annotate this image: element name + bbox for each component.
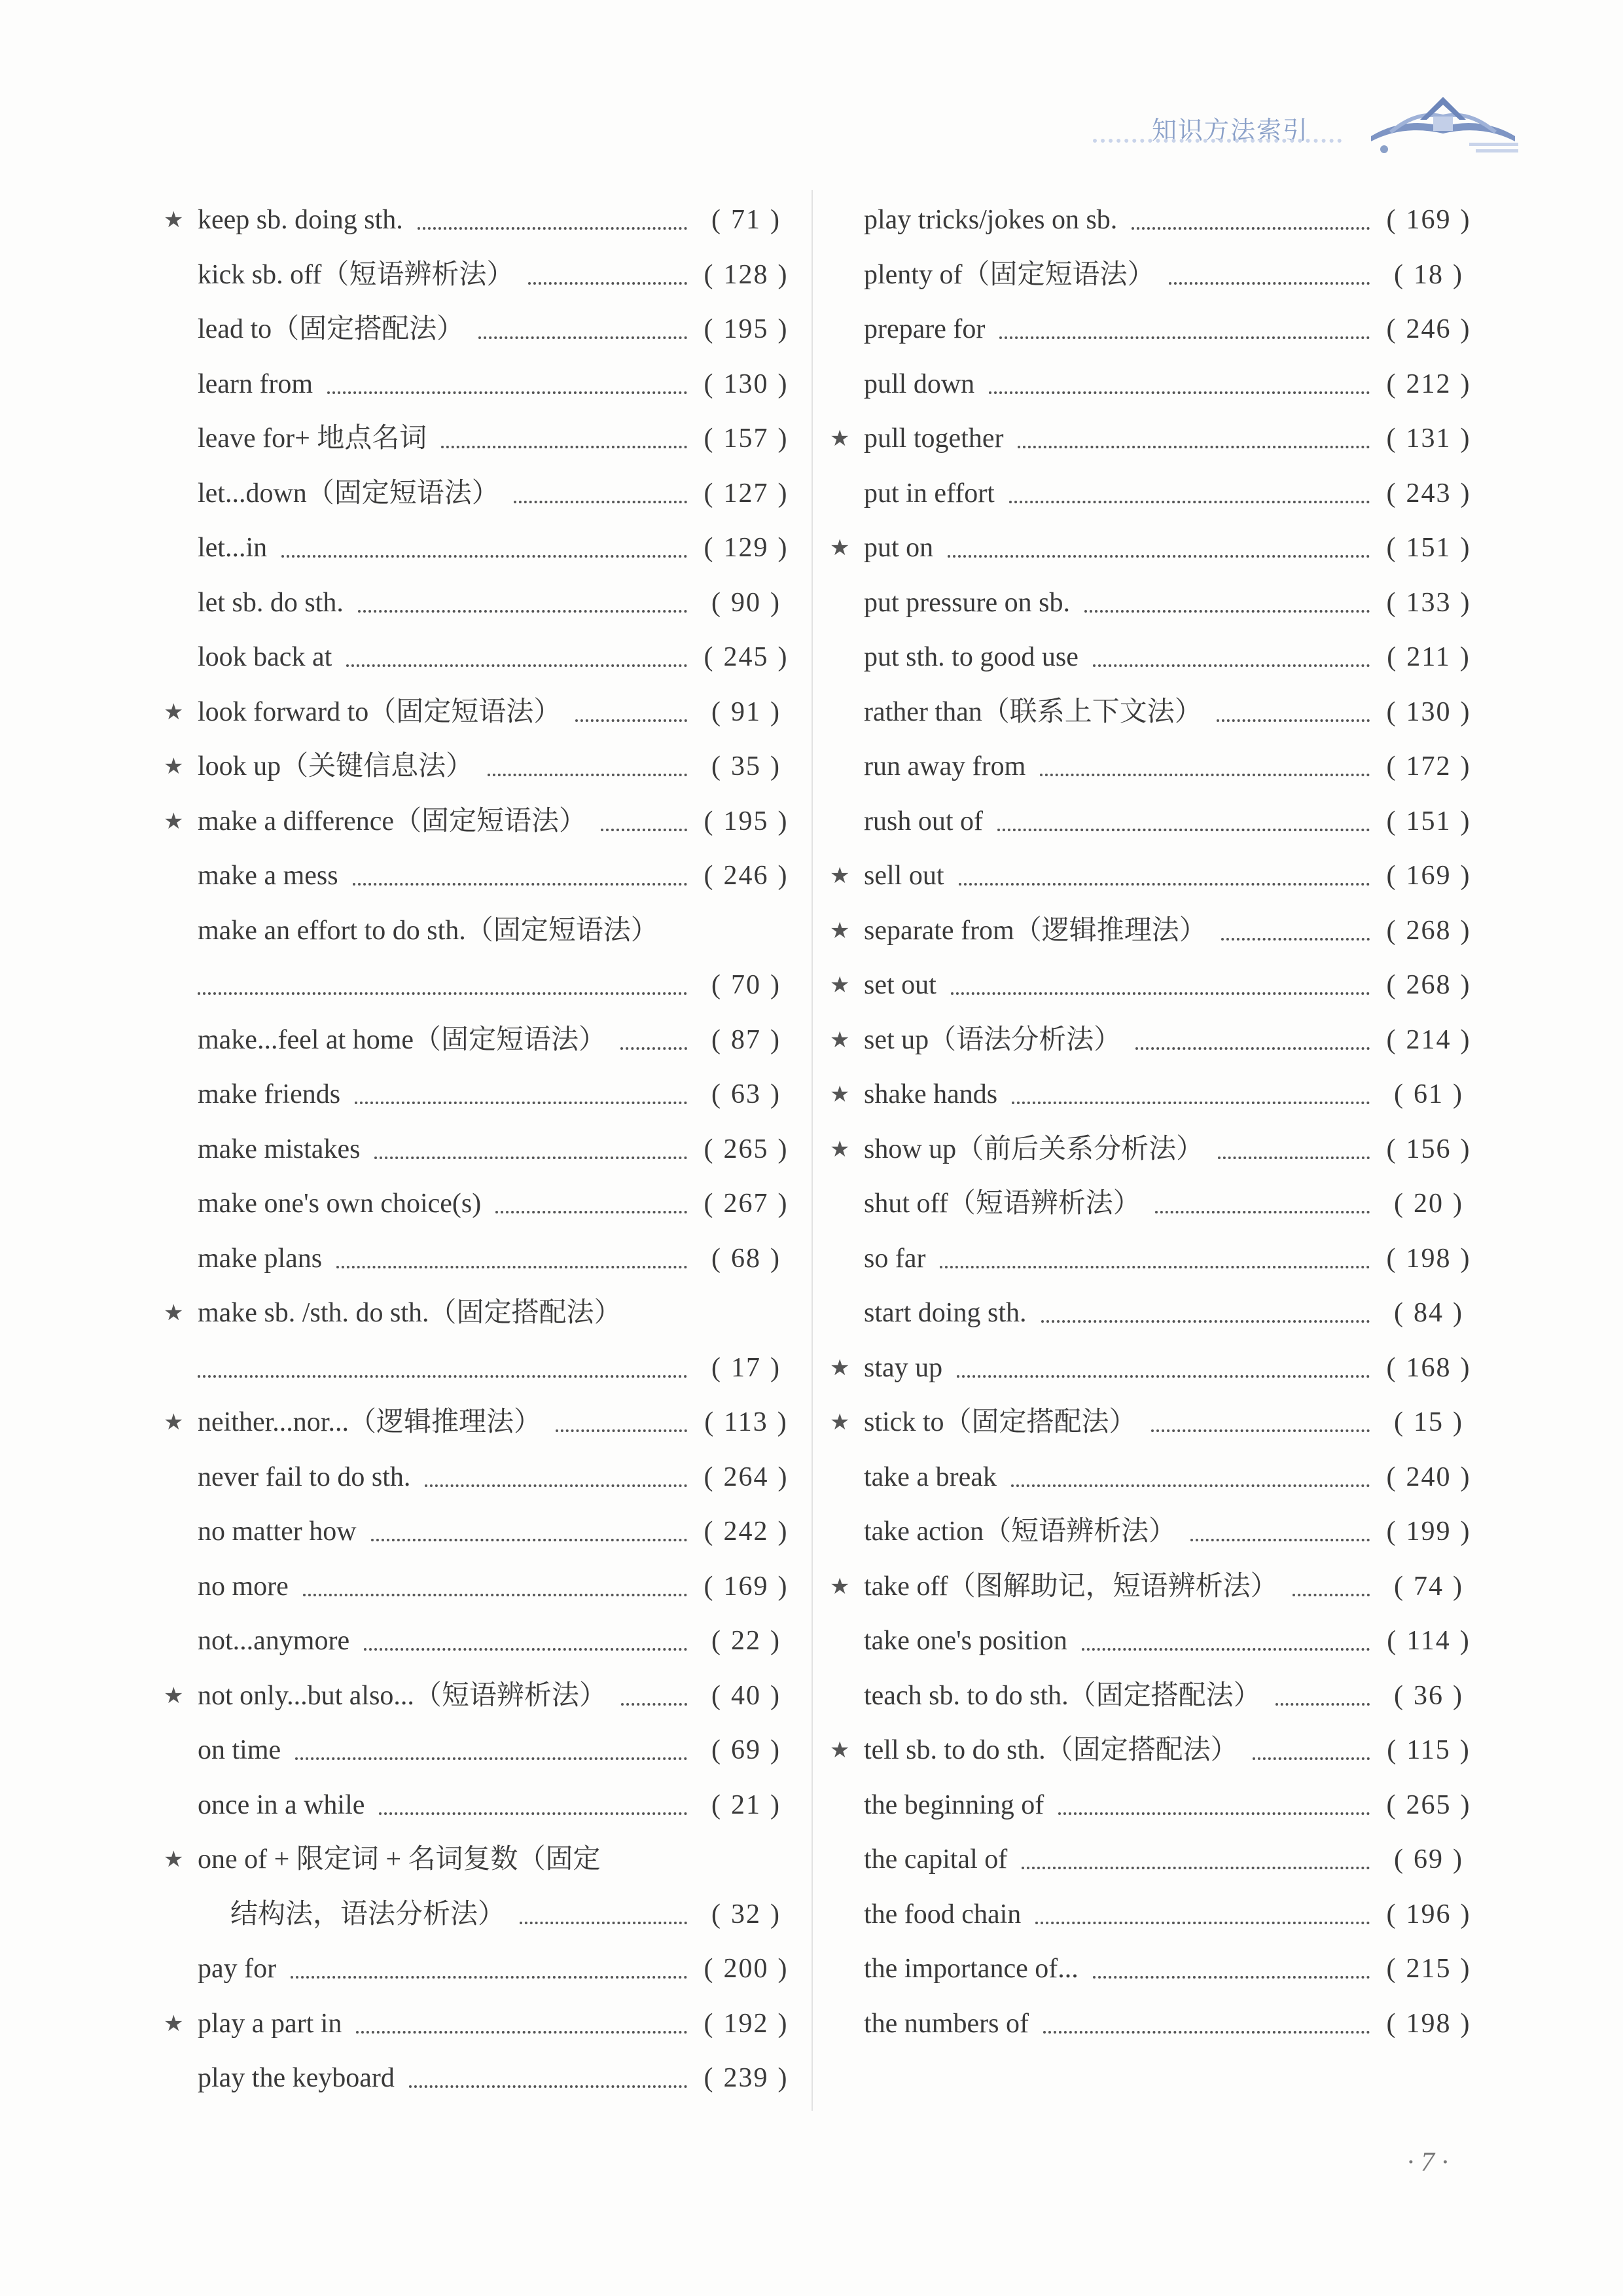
page-reference: ( 151 ) <box>1383 521 1474 576</box>
page-reference: ( 212 ) <box>1383 357 1474 412</box>
dot-leader <box>951 992 1370 995</box>
dot-leader <box>1155 1211 1370 1213</box>
index-entry <box>830 630 1474 685</box>
dot-leader <box>281 555 687 558</box>
dot-leader <box>371 1539 687 1541</box>
dot-leader <box>356 2031 687 2034</box>
page-reference: ( 240 ) <box>1383 1450 1474 1505</box>
dot-leader <box>621 1703 687 1706</box>
index-entry <box>164 193 792 248</box>
page-reference: ( 195 ) <box>700 302 792 357</box>
dot-leader <box>957 1375 1370 1378</box>
page-reference: ( 133 ) <box>1383 576 1474 631</box>
page-reference: ( 211 ) <box>1383 630 1474 685</box>
page-reference: ( 18 ) <box>1383 248 1474 303</box>
index-entry <box>830 1395 1474 1450</box>
dot-leader <box>1082 1648 1370 1651</box>
index-term: look forward to（固定短语法） <box>198 696 562 727</box>
page-reference: ( 169 ) <box>1383 849 1474 904</box>
index-entry <box>830 1778 1474 1833</box>
index-term: make plans <box>198 1243 323 1274</box>
page-reference: ( 196 ) <box>1383 1888 1474 1943</box>
dot-leader <box>1169 282 1370 285</box>
page-reference: ( 15 ) <box>1383 1395 1474 1450</box>
header-title: 知识方法索引 <box>1152 116 1310 145</box>
index-term: let...down（固定短语法） <box>198 478 499 509</box>
index-entry <box>164 1997 792 2052</box>
dot-leader <box>1009 501 1370 503</box>
page-reference: ( 151 ) <box>1383 795 1474 850</box>
index-entry <box>164 1395 792 1450</box>
index-term: let sb. do sth. <box>198 587 344 618</box>
dot-leader <box>355 1102 687 1104</box>
page-reference: ( 195 ) <box>700 795 792 850</box>
dot-leader <box>353 883 687 886</box>
page-reference: ( 169 ) <box>700 1560 792 1615</box>
dot-leader <box>1253 1757 1370 1760</box>
index-entry <box>164 1232 792 1287</box>
index-term: separate from（逻辑推理法） <box>864 915 1207 946</box>
page-reference: ( 20 ) <box>1383 1177 1474 1232</box>
index-term: shut off（短语辨析法） <box>864 1189 1141 1219</box>
index-term: make a mess <box>198 861 338 891</box>
dot-leader <box>418 227 687 230</box>
page-reference: ( 36 ) <box>1383 1669 1474 1724</box>
page-reference: ( 172 ) <box>1383 740 1474 795</box>
star-icon: ★ <box>830 1573 850 1600</box>
page-reference: ( 69 ) <box>1383 1833 1474 1888</box>
dot-leader <box>374 1157 687 1159</box>
page-reference: ( 192 ) <box>700 1997 792 2052</box>
index-term: plenty of（固定短语法） <box>864 259 1155 290</box>
index-entry <box>164 630 792 685</box>
index-entry <box>164 685 792 740</box>
page-reference: ( 115 ) <box>1383 1723 1474 1778</box>
dot-leader <box>1093 1976 1370 1979</box>
page-reference: ( 199 ) <box>1383 1505 1474 1560</box>
index-term: put sth. to good use <box>864 642 1079 672</box>
page-reference: ( 91 ) <box>700 685 792 740</box>
page-reference: ( 90 ) <box>700 576 792 631</box>
index-entry <box>830 1341 1474 1396</box>
index-term: once in a while <box>198 1789 365 1820</box>
index-term: start doing sth. <box>864 1298 1027 1328</box>
header-dotted-line <box>1093 139 1342 143</box>
index-term: play the keyboard <box>198 2063 395 2093</box>
index-entry <box>830 1013 1474 1068</box>
index-entry <box>164 1013 792 1068</box>
index-entry <box>164 357 792 412</box>
index-term: put in effort <box>864 478 995 509</box>
index-term: sell out <box>864 861 944 891</box>
index-term: learn from <box>198 368 313 399</box>
index-entry <box>830 467 1474 522</box>
index-entry <box>830 1942 1474 1997</box>
dot-leader <box>303 1594 687 1596</box>
index-entry <box>164 248 792 303</box>
page-reference: ( 68 ) <box>700 1232 792 1287</box>
index-entry <box>830 302 1474 357</box>
index-entry <box>164 958 792 1013</box>
dot-leader <box>1132 227 1370 230</box>
index-term: take action（短语辨析法） <box>864 1516 1177 1547</box>
index-entry <box>164 1341 792 1396</box>
index-entry <box>164 1833 792 1888</box>
dot-leader <box>959 883 1370 886</box>
index-term: make...feel at home（固定短语法） <box>198 1024 607 1055</box>
dot-leader <box>1218 1157 1370 1159</box>
dot-leader <box>601 829 687 831</box>
index-entry <box>830 1232 1474 1287</box>
dot-leader <box>198 992 687 995</box>
index-term: the numbers of <box>864 2008 1029 2039</box>
dot-leader <box>488 774 687 776</box>
dot-leader <box>1293 1594 1370 1596</box>
index-term: show up（前后关系分析法） <box>864 1134 1204 1164</box>
page-reference: ( 127 ) <box>700 467 792 522</box>
dot-leader <box>520 1922 687 1924</box>
index-term: pull down <box>864 368 975 399</box>
page-reference: ( 245 ) <box>700 630 792 685</box>
index-entry <box>830 1888 1474 1943</box>
page-reference: ( 156 ) <box>1383 1122 1474 1177</box>
index-entry <box>830 849 1474 904</box>
page-reference: ( 243 ) <box>1383 467 1474 522</box>
index-entry <box>164 302 792 357</box>
dot-leader <box>495 1211 687 1213</box>
page-reference: ( 265 ) <box>700 1122 792 1177</box>
star-icon: ★ <box>164 753 184 780</box>
index-term: on time <box>198 1735 281 1765</box>
page-reference: ( 246 ) <box>700 849 792 904</box>
page-reference: ( 130 ) <box>700 357 792 412</box>
page-reference: ( 71 ) <box>700 193 792 248</box>
page-reference: ( 63 ) <box>700 1067 792 1122</box>
index-term: rush out of <box>864 806 983 836</box>
page-reference: ( 22 ) <box>700 1614 792 1669</box>
page-reference: ( 198 ) <box>1383 1997 1474 2052</box>
index-term: neither...nor...（逻辑推理法） <box>198 1407 541 1437</box>
index-entry <box>164 849 792 904</box>
page-reference: ( 114 ) <box>1383 1614 1474 1669</box>
star-icon: ★ <box>830 1354 850 1381</box>
dot-leader <box>336 1266 687 1268</box>
index-term: make sb. /sth. do sth.（固定搭配法） <box>198 1298 622 1328</box>
page-reference: ( 69 ) <box>700 1723 792 1778</box>
index-term: the importance of... <box>864 1954 1079 1984</box>
index-term: put pressure on sb. <box>864 587 1070 618</box>
dot-leader <box>1018 446 1370 448</box>
dot-leader <box>1190 1539 1370 1541</box>
star-icon: ★ <box>830 1026 850 1053</box>
page-reference: ( 242 ) <box>700 1505 792 1560</box>
index-entry <box>164 1450 792 1505</box>
index-entry <box>830 740 1474 795</box>
index-term: take off（图解助记，短语辨析法） <box>864 1571 1278 1602</box>
index-entry <box>164 521 792 576</box>
dot-leader <box>1040 774 1370 776</box>
index-term: stay up <box>864 1352 943 1383</box>
star-icon: ★ <box>164 1846 184 1873</box>
index-term: set up（语法分析法） <box>864 1024 1122 1055</box>
dot-leader <box>295 1757 687 1760</box>
page-reference: ( 264 ) <box>700 1450 792 1505</box>
index-entry <box>830 1286 1474 1341</box>
page-reference: ( 214 ) <box>1383 1013 1474 1068</box>
index-entry <box>830 795 1474 850</box>
dot-leader <box>528 282 687 285</box>
page-reference: ( 198 ) <box>1383 1232 1474 1287</box>
page-reference: ( 200 ) <box>700 1942 792 1997</box>
index-entry <box>164 1177 792 1232</box>
index-term: take a break <box>864 1462 997 1492</box>
index-entry <box>164 1614 792 1669</box>
index-term: leave for+ 地点名词 <box>198 423 427 454</box>
index-entry <box>164 904 792 959</box>
page-reference: ( 74 ) <box>1383 1560 1474 1615</box>
dot-leader <box>1151 1429 1370 1432</box>
star-icon: ★ <box>164 207 184 233</box>
star-icon: ★ <box>164 698 184 725</box>
index-entry <box>830 521 1474 576</box>
index-entry <box>164 1888 792 1943</box>
star-icon: ★ <box>830 917 850 944</box>
index-term: no matter how <box>198 1516 357 1547</box>
page-reference: ( 265 ) <box>1383 1778 1474 1833</box>
index-term: put on <box>864 533 934 563</box>
index-entry <box>164 1669 792 1724</box>
index-term: pay for <box>198 1954 277 1984</box>
index-entry <box>830 1560 1474 1615</box>
dot-leader <box>1041 1320 1370 1323</box>
star-icon: ★ <box>830 425 850 452</box>
star-icon: ★ <box>830 1409 850 1435</box>
page-reference: ( 130 ) <box>1383 685 1474 740</box>
page-reference: ( 40 ) <box>700 1669 792 1724</box>
star-icon: ★ <box>830 972 850 998</box>
index-term: run away from <box>864 751 1026 781</box>
index-entry <box>830 412 1474 467</box>
page-reference: ( 35 ) <box>700 740 792 795</box>
dot-leader <box>999 336 1370 339</box>
index-entry <box>830 1067 1474 1122</box>
page-reference: ( 268 ) <box>1383 958 1474 1013</box>
index-entry <box>164 795 792 850</box>
page-reference: ( 131 ) <box>1383 412 1474 467</box>
star-icon: ★ <box>830 863 850 889</box>
index-term: kick sb. off（短语辨析法） <box>198 259 514 290</box>
dot-leader <box>1043 2031 1370 2034</box>
page-reference: ( 168 ) <box>1383 1341 1474 1396</box>
index-entry <box>830 1997 1474 2052</box>
index-term: pull together <box>864 423 1004 454</box>
index-term: not...anymore <box>198 1626 350 1656</box>
dot-leader <box>1022 1867 1370 1869</box>
index-entry <box>830 1177 1474 1232</box>
star-icon: ★ <box>830 535 850 561</box>
page-reference: ( 32 ) <box>700 1888 792 1943</box>
left-index-column <box>164 193 792 2106</box>
page-reference: ( 21 ) <box>700 1778 792 1833</box>
page-number: · 7 · <box>1407 2147 1448 2178</box>
index-entry <box>830 1505 1474 1560</box>
dot-leader <box>198 1375 687 1378</box>
index-entry <box>164 1505 792 1560</box>
star-icon: ★ <box>164 1682 184 1709</box>
index-entry <box>164 1942 792 1997</box>
index-entry <box>164 1723 792 1778</box>
page-reference: ( 70 ) <box>700 958 792 1013</box>
index-term: stick to（固定搭配法） <box>864 1407 1137 1437</box>
index-term: keep sb. doing sth. <box>198 205 403 235</box>
dot-leader <box>1221 938 1370 941</box>
index-entry <box>164 576 792 631</box>
star-icon: ★ <box>164 1409 184 1435</box>
page-reference: ( 61 ) <box>1383 1067 1474 1122</box>
page-reference: ( 87 ) <box>700 1013 792 1068</box>
index-term: play tricks/jokes on sb. <box>864 205 1118 235</box>
page-reference: ( 239 ) <box>700 2051 792 2106</box>
index-entry <box>830 904 1474 959</box>
page-reference: ( 246 ) <box>1383 302 1474 357</box>
dot-leader <box>989 391 1370 394</box>
index-term: take one's position <box>864 1626 1067 1656</box>
page-reference: ( 17 ) <box>700 1341 792 1396</box>
dot-leader <box>379 1812 687 1815</box>
page-reference: ( 113 ) <box>700 1395 792 1450</box>
dot-leader <box>1275 1703 1370 1706</box>
dot-leader <box>1135 1047 1370 1050</box>
index-term: make one's own choice(s) <box>198 1189 482 1219</box>
index-term: not only...but also...（短语辨析法） <box>198 1680 607 1711</box>
index-entry <box>164 412 792 467</box>
page-reference: ( 215 ) <box>1383 1942 1474 1997</box>
star-icon: ★ <box>830 1081 850 1107</box>
index-entry <box>164 740 792 795</box>
index-entry <box>164 1122 792 1177</box>
column-divider <box>812 190 813 2111</box>
index-entry <box>164 1067 792 1122</box>
index-entry <box>830 193 1474 248</box>
index-term: make an effort to do sth.（固定短语法） <box>198 915 658 946</box>
dot-leader <box>1012 1102 1370 1104</box>
dot-leader <box>425 1484 687 1487</box>
page-reference: ( 169 ) <box>1383 193 1474 248</box>
page-reference: ( 84 ) <box>1383 1286 1474 1341</box>
dot-leader <box>1035 1922 1370 1924</box>
index-entry <box>164 2051 792 2106</box>
dot-leader <box>327 391 687 394</box>
index-term: rather than（联系上下文法） <box>864 696 1202 727</box>
page-reference: ( 268 ) <box>1383 904 1474 959</box>
index-term: the beginning of <box>864 1789 1044 1820</box>
index-term: tell sb. to do sth.（固定搭配法） <box>864 1735 1238 1765</box>
index-term: look up（关键信息法） <box>198 751 474 781</box>
dot-leader <box>1084 610 1370 613</box>
dot-leader <box>409 2085 687 2088</box>
index-term: make a difference（固定短语法） <box>198 806 587 836</box>
star-icon: ★ <box>164 2010 184 2037</box>
index-term: no more <box>198 1571 289 1602</box>
index-entry <box>830 1833 1474 1888</box>
index-term: so far <box>864 1243 926 1274</box>
page-reference: ( 157 ) <box>700 412 792 467</box>
dot-leader <box>556 1429 687 1432</box>
index-entry <box>164 1560 792 1615</box>
index-term: never fail to do sth. <box>198 1462 411 1492</box>
index-term: look back at <box>198 642 332 672</box>
index-entry <box>164 467 792 522</box>
page-reference: ( 267 ) <box>700 1177 792 1232</box>
star-icon: ★ <box>830 1737 850 1763</box>
index-entry <box>830 1669 1474 1724</box>
dot-leader <box>620 1047 687 1050</box>
index-term: make mistakes <box>198 1134 361 1164</box>
dot-leader <box>364 1648 687 1651</box>
index-term: prepare for <box>864 314 986 344</box>
index-entry <box>830 576 1474 631</box>
index-entry <box>830 1450 1474 1505</box>
index-entry <box>830 685 1474 740</box>
index-term: lead to（固定搭配法） <box>198 314 465 344</box>
index-entry <box>830 1614 1474 1669</box>
index-term: the capital of <box>864 1844 1008 1874</box>
dot-leader <box>575 719 687 722</box>
star-icon: ★ <box>164 808 184 834</box>
dot-leader <box>514 501 687 503</box>
index-entry <box>164 1286 792 1341</box>
index-entry <box>830 357 1474 412</box>
page-reference: ( 128 ) <box>700 248 792 303</box>
index-term: the food chain <box>864 1899 1022 1929</box>
index-term: 结构法，语法分析法） <box>230 1899 506 1929</box>
index-term: teach sb. to do sth.（固定搭配法） <box>864 1680 1261 1711</box>
index-term: play a part in <box>198 2008 342 2039</box>
star-icon: ★ <box>830 1136 850 1162</box>
dot-leader <box>1011 1484 1370 1487</box>
book-logo-icon <box>1364 90 1522 159</box>
index-entry <box>830 1122 1474 1177</box>
index-term: make friends <box>198 1079 341 1109</box>
dot-leader <box>1058 1812 1370 1815</box>
dot-leader <box>997 829 1370 831</box>
page-reference: ( 129 ) <box>700 521 792 576</box>
dot-leader <box>346 664 687 667</box>
index-entry <box>830 248 1474 303</box>
dot-leader <box>358 610 687 613</box>
index-term: let...in <box>198 533 268 563</box>
index-term: shake hands <box>864 1079 998 1109</box>
dot-leader <box>441 446 687 448</box>
star-icon: ★ <box>164 1300 184 1326</box>
index-term: one of + 限定词 + 名词复数（固定 <box>198 1844 601 1874</box>
index-entry <box>164 1778 792 1833</box>
dot-leader <box>1093 664 1370 667</box>
index-term: set out <box>864 970 936 1000</box>
index-entry <box>830 1723 1474 1778</box>
dot-leader <box>940 1266 1370 1268</box>
dot-leader <box>1217 719 1370 722</box>
dot-leader <box>478 336 687 339</box>
dot-leader <box>948 555 1370 558</box>
index-entry <box>830 958 1474 1013</box>
dot-leader <box>291 1976 687 1979</box>
right-index-column <box>830 193 1474 2051</box>
